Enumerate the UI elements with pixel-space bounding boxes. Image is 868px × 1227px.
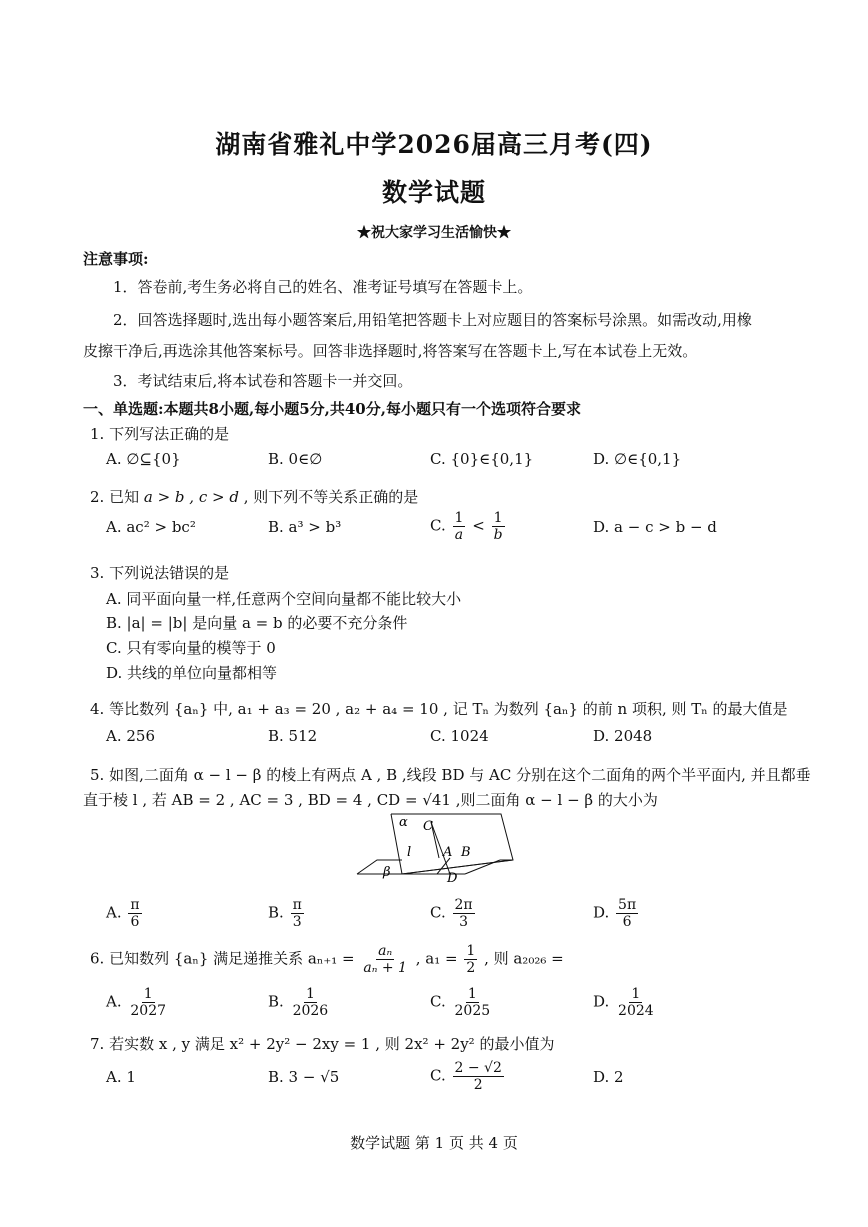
question-6-stem-mid: , a₁ = (415, 949, 458, 968)
numerator: aₙ (378, 943, 393, 959)
dihedral-angle-figure (355, 812, 515, 884)
option-label: A. (106, 992, 122, 1011)
option-label: A. (106, 903, 122, 922)
recurrence-fraction (361, 943, 409, 976)
label-l: l (407, 845, 412, 860)
notice-item-2-cont: 皮擦干净后,再选涂其他答案标号。回答非选择题时,将答案写在答题卡上,写在本试卷上无效。 (83, 342, 698, 360)
option-label: D. (593, 903, 610, 922)
numerator: 1 (454, 510, 464, 526)
numerator: π (130, 897, 140, 913)
question-7-option-b: B. 3 − √5 (268, 1068, 340, 1086)
numerator: π (292, 897, 302, 913)
numerator: 1 (305, 986, 315, 1002)
question-4-stem: 4. 等比数列 {aₙ} 中, a₁ + a₃ = 20 , a₂ + a₄ = 10 , 记 Tₙ 为数列 {aₙ} 的前 n 项积, 则 Tₙ 的最大值是 (90, 700, 788, 718)
option-label: B. (268, 903, 284, 922)
label-d: D (447, 871, 458, 884)
denominator: 2 (466, 960, 476, 976)
question-2-option-b: B. a³ > b³ (268, 518, 342, 536)
label-c: C (423, 819, 433, 834)
question-6-option-b (268, 986, 332, 1019)
numerator: 2π (454, 897, 473, 913)
question-5-option-b (268, 897, 306, 930)
denominator: 3 (292, 914, 302, 930)
initial-fraction (464, 943, 477, 976)
numerator: 1 (143, 986, 153, 1002)
fraction (128, 897, 141, 930)
question-6-stem-post: , 则 a₂₀₂₆ = (484, 949, 564, 968)
plane-beta-top (357, 860, 513, 874)
denominator: 2026 (292, 1003, 329, 1019)
numerator: 1 (466, 943, 476, 959)
notice-heading: 注意事项: (83, 250, 149, 268)
denominator: 6 (622, 914, 632, 930)
denominator: 2024 (618, 1003, 654, 1019)
question-3-option-c: C. 只有零向量的模等于 0 (106, 639, 276, 657)
fraction (616, 986, 656, 1019)
question-2-stem-pre: 2. 已知 (90, 488, 144, 506)
notice-item-3: 3．考试结束后,将本试卷和答题卡一并交回。 (113, 372, 413, 390)
question-7-stem: 7. 若实数 x , y 满足 x² + 2y² − 2xy = 1 , 则 2x² + 2y² 的最小值为 (90, 1035, 555, 1053)
plane-alpha (391, 814, 513, 874)
numerator: 1 (631, 986, 641, 1002)
question-1-option-c: C. {0}∈{0,1} (430, 450, 534, 468)
denominator: 2 (473, 1077, 483, 1093)
question-3-option-a: A. 同平面向量一样,任意两个空间向量都不能比较大小 (106, 590, 462, 608)
fraction (291, 986, 331, 1019)
exam-motto: ★祝大家学习生活愉快★ (357, 225, 511, 241)
question-2-option-d: D. a − c > b − d (593, 518, 717, 536)
fraction (453, 897, 475, 930)
fraction (128, 986, 168, 1019)
question-3-stem: 3. 下列说法错误的是 (90, 564, 230, 582)
question-6-stem-pre: 6. 已知数列 {aₙ} 满足递推关系 aₙ₊₁ = (90, 949, 355, 968)
exam-subtitle: 数学试题 (381, 178, 486, 207)
section-1-heading: 一、单选题:本题共8小题,每小题5分,共40分,每小题只有一个选项符合要求 (83, 400, 581, 418)
fraction (453, 510, 466, 543)
label-b: B (461, 845, 471, 860)
numerator: 1 (467, 986, 477, 1002)
question-4-option-a: A. 256 (106, 727, 155, 745)
question-1-option-b: B. 0∈∅ (268, 450, 323, 468)
question-1-stem: 1. 下列写法正确的是 (90, 425, 230, 443)
option-label: C. (430, 903, 446, 922)
label-beta: β (383, 865, 391, 880)
plane-beta-right (465, 860, 500, 874)
question-7-option-a: A. 1 (106, 1068, 136, 1086)
question-1-option-d: D. ∅∈{0,1} (593, 450, 682, 468)
question-5-option-a (106, 897, 144, 930)
option-label: D. (593, 992, 610, 1011)
denominator: a (454, 527, 464, 543)
numerator: 2 − √2 (454, 1060, 502, 1076)
question-5-stem-line-1: 5. 如图,二面角 α − l − β 的棱上有两点 A , B ,线段 BD 与 AC 分别在这个二面角的两个半平面内, 并且都垂 (90, 766, 811, 784)
question-1-option-a: A. ∅⊆{0} (106, 450, 181, 468)
question-4-option-d: D. 2048 (593, 727, 653, 745)
numerator: 1 (493, 510, 503, 526)
option-label: C. (430, 1066, 446, 1085)
question-2-condition: a > b , c > d (143, 488, 239, 506)
fraction (291, 897, 304, 930)
denominator: 2027 (130, 1003, 167, 1019)
notice-item-1: 1．答卷前,考生务必将自己的姓名、准考证号填写在答题卡上。 (113, 278, 533, 296)
label-a: A (443, 845, 453, 860)
fraction (492, 510, 505, 543)
question-2-stem-post: , 则下列不等关系正确的是 (238, 488, 419, 506)
denominator: 2025 (454, 1003, 491, 1019)
relation: < (472, 516, 485, 535)
plane-beta-left (357, 860, 402, 874)
fraction (453, 986, 493, 1019)
notice-item-2: 2．回答选择题时,选出每小题答案后,用铅笔把答题卡上对应题目的答案标号涂黑。如需改动,用橡 (113, 311, 752, 329)
question-5-stem-line-2: 直于棱 l , 若 AB = 2 , AC = 3 , BD = 4 , CD = √41 ,则二面角 α − l − β 的大小为 (83, 791, 658, 809)
label-alpha: α (399, 815, 408, 830)
question-5-option-c (430, 897, 477, 930)
question-2-stem (90, 486, 418, 507)
question-4-option-c: C. 1024 (430, 727, 489, 745)
question-3-option-b: B. |a| = |b| 是向量 a = b 的必要不充分条件 (106, 614, 408, 632)
denominator: 6 (130, 914, 140, 930)
page-footer: 数学试题 第 1 页 共 4 页 (350, 1134, 518, 1152)
question-6-option-d (593, 986, 658, 1019)
question-3-option-d: D. 共线的单位向量都相等 (106, 664, 278, 682)
question-2-option-c (430, 510, 507, 543)
fraction (616, 897, 638, 930)
question-6-stem (90, 943, 564, 976)
exam-title: 湖南省雅礼中学2026届高三月考(四) (215, 130, 653, 159)
question-6-option-c (430, 986, 494, 1019)
question-4-option-b: B. 512 (268, 727, 318, 745)
question-7-option-c (430, 1060, 506, 1093)
question-2-option-a: A. ac² > bc² (106, 518, 196, 536)
numerator: 5π (618, 897, 637, 913)
question-5-option-d (593, 897, 640, 930)
option-label: B. (268, 992, 284, 1011)
denominator: b (493, 527, 503, 543)
question-2-option-c-label: C. (430, 516, 446, 535)
question-6-option-a (106, 986, 170, 1019)
denominator: 3 (459, 914, 469, 930)
option-label: C. (430, 992, 446, 1011)
fraction (453, 1060, 504, 1093)
question-7-option-d: D. 2 (593, 1068, 624, 1086)
denominator: aₙ + 1 (363, 960, 407, 976)
